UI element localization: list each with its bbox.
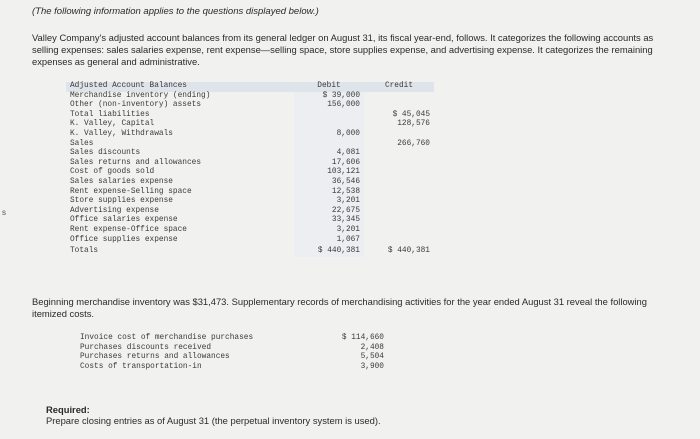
- table-row: [66, 149, 434, 159]
- header-debit: Debit: [294, 82, 364, 92]
- table-row: [66, 111, 434, 121]
- debit-amount: $ 39,000: [294, 92, 364, 102]
- debit-amount: [294, 140, 364, 150]
- debit-amount: 156,000: [294, 101, 364, 111]
- account-name: Sales: [70, 139, 94, 148]
- debit-amount: [294, 111, 364, 121]
- account-name: Total liabilities: [70, 110, 150, 119]
- cost-item-amount: $ 114,660: [341, 334, 384, 342]
- table-row: [66, 226, 434, 236]
- supplementary-costs-table: [76, 334, 388, 372]
- table-row: [66, 216, 434, 226]
- account-name: K. Valley, Withdrawals: [70, 129, 173, 138]
- credit-amount: 128,576: [397, 120, 430, 129]
- cost-item-name: Invoice cost of merchandise purchases: [80, 334, 254, 342]
- list-item: [76, 344, 388, 354]
- cost-item-amount: 5,504: [360, 353, 384, 362]
- account-name: Merchandise inventory (ending): [70, 91, 211, 100]
- list-item: [76, 363, 388, 373]
- account-name: Office supplies expense: [70, 235, 178, 244]
- totals-row: [66, 245, 434, 257]
- debit-amount: 12,538: [294, 188, 364, 198]
- credit-amount: [364, 92, 434, 102]
- beginning-inventory-note: Beginning merchandise inventory was $31,473. Supplementary records of merchandising activities for the year ended August 31 reveal the following itemized costs.: [32, 296, 647, 319]
- intro-note: (The following information applies to the questions displayed below.): [32, 6, 319, 17]
- credit-amount: [364, 188, 434, 198]
- account-name: Office salaries expense: [70, 216, 178, 225]
- credit-amount: [364, 197, 434, 207]
- credit-total: $ 440,381: [387, 247, 430, 256]
- credit-amount: [364, 159, 434, 169]
- account-name: Sales salaries expense: [70, 177, 173, 186]
- list-item: [76, 353, 388, 363]
- table-row: [66, 188, 434, 198]
- table-row: [66, 236, 434, 246]
- account-name: K. Valley, Capital: [70, 120, 155, 129]
- cost-item-amount: 3,900: [360, 362, 384, 371]
- table-row: [66, 178, 434, 188]
- cost-item-amount: 2,408: [360, 343, 384, 352]
- table-row: [66, 120, 434, 130]
- credit-amount: [364, 216, 434, 226]
- account-name: Cost of goods sold: [70, 168, 155, 177]
- credit-amount: [364, 149, 434, 159]
- header-credit: Credit: [364, 82, 434, 92]
- debit-amount: [294, 120, 364, 130]
- table-row: [66, 140, 434, 150]
- required-text: Prepare closing entries as of August 31 (the perpetual inventory system is used).: [46, 415, 381, 426]
- debit-total: $ 440,381: [294, 245, 364, 257]
- table-row: [66, 159, 434, 169]
- credit-amount: [364, 207, 434, 217]
- table-row: [66, 101, 434, 111]
- debit-amount: 17,606: [294, 159, 364, 169]
- cost-item-name: Purchases returns and allowances: [80, 353, 230, 362]
- debit-amount: 33,345: [294, 216, 364, 226]
- credit-amount: [364, 101, 434, 111]
- table-row: [66, 207, 434, 217]
- account-name: Sales returns and allowances: [70, 158, 202, 167]
- table-row: [66, 130, 434, 140]
- account-name: Rent expense-Office space: [70, 225, 187, 234]
- table-row: [66, 168, 434, 178]
- debit-amount: 8,000: [294, 130, 364, 140]
- table-header-row: [66, 82, 434, 92]
- list-item: [76, 334, 388, 344]
- credit-amount: [364, 236, 434, 246]
- account-name: Sales discounts: [70, 149, 141, 158]
- totals-label: Totals: [70, 247, 99, 256]
- cost-item-name: Costs of transportation-in: [80, 362, 202, 371]
- credit-amount: [364, 178, 434, 188]
- debit-amount: 3,201: [294, 226, 364, 236]
- credit-amount: [364, 168, 434, 178]
- credit-amount: 266,760: [397, 139, 430, 148]
- table-row: [66, 92, 434, 102]
- account-name: Other (non-inventory) assets: [70, 101, 202, 110]
- problem-description: Valley Company's adjusted account balances from its general ledger on August 31, its fiscal year-end, follows. It categorizes the following accounts as selling expenses: sales salaries expense, rent expense—selling space, store supplies expense, and advertising expense. It categorizes the remaining expenses as general and administrative.: [32, 32, 654, 67]
- account-name: Advertising expense: [70, 206, 159, 215]
- credit-amount: [364, 130, 434, 140]
- required-label: Required:: [46, 404, 90, 415]
- debit-amount: 3,201: [294, 197, 364, 207]
- credit-amount: [364, 226, 434, 236]
- credit-amount: $ 45,045: [392, 110, 430, 119]
- required-section: [46, 404, 381, 426]
- debit-amount: 103,121: [294, 168, 364, 178]
- table-row: [66, 197, 434, 207]
- debit-amount: 1,067: [294, 236, 364, 246]
- edge-mark: s: [2, 208, 6, 217]
- cost-item-name: Purchases discounts received: [80, 343, 212, 352]
- account-name: Rent expense-Selling space: [70, 187, 192, 196]
- header-account: Adjusted Account Balances: [66, 82, 294, 92]
- debit-amount: 36,546: [294, 178, 364, 188]
- debit-amount: 22,675: [294, 207, 364, 217]
- account-name: Store supplies expense: [70, 197, 173, 206]
- debit-amount: 4,081: [294, 149, 364, 159]
- adjusted-balances-table: [66, 82, 434, 257]
